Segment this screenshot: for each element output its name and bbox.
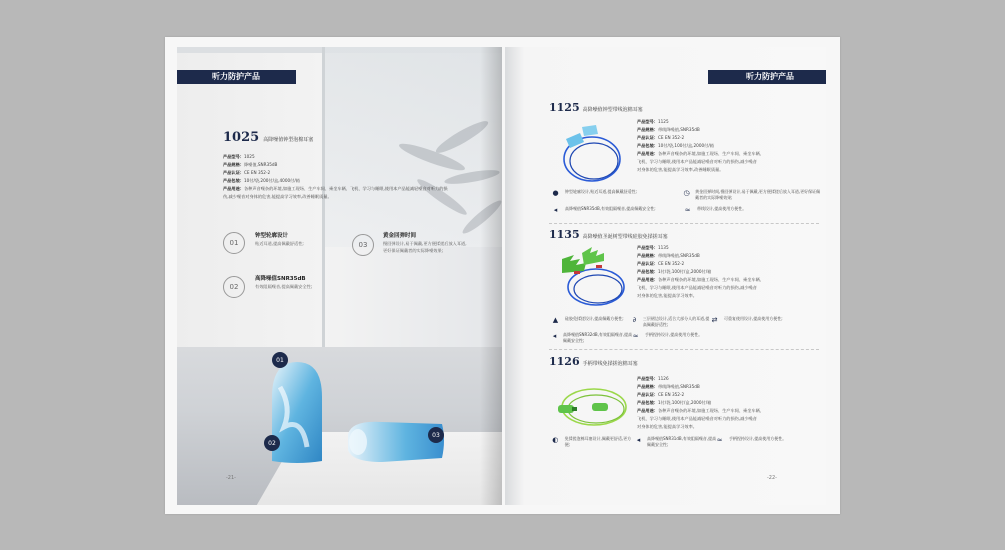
spec-line: 对身体的危害,能提高学习效率,改善睡眠质量。	[637, 167, 724, 172]
spec-line: 产品用途：各种声音噪杂的环境,如施工现场、生产车间、乘坐车辆、	[637, 408, 764, 413]
spec-line: 产品认证：CE EN 352-2	[637, 392, 685, 397]
feature-item: ● 钟型轮廓设计,贴近耳道,提高佩戴舒适性;	[552, 189, 637, 197]
model-number: 1125	[549, 101, 580, 114]
spec-line: 对身体的危害,能提高学习效率。	[637, 293, 697, 298]
spec-line: 飞机、学习与睡眠,使用本产品能减轻噪音对听力的损伤,减少噪音	[637, 416, 757, 421]
section-divider	[549, 349, 819, 350]
spec-line: 产品包装：1付/袋,100付/盒,2000付/箱	[637, 400, 712, 405]
right-page	[505, 47, 826, 505]
left-spec-list	[223, 153, 453, 201]
feature-item: ▲ 硅胶免揉搓设计,提高佩戴方便性;	[552, 316, 624, 324]
model-title: 高降噪值钟型带线泡棉耳塞	[582, 107, 643, 113]
noise-icon: ◂	[636, 436, 641, 444]
spec-line: 产品用途：各种声音噪杂的环境,如施工现场、生产车间、乘坐车辆、飞机、学习与睡眠,使用本产品能减轻噪音对听力的损伤,减少噪音对身体的危害,能提高学习效率,改善睡眠质量。	[223, 186, 448, 199]
noise-icon: ◂	[553, 206, 558, 214]
spine-shadow	[480, 47, 502, 505]
right-header-bar: 听力防护产品	[708, 70, 826, 84]
image-callout-badge: 02	[264, 435, 280, 451]
earplug-1135-image	[552, 241, 632, 311]
spec-line: 产品规格：降噪值,SNR35dB	[223, 162, 278, 167]
page-number: -21-	[226, 475, 236, 481]
model-number: 1135	[549, 228, 580, 241]
feature-title: 钟型轮廓设计	[255, 233, 289, 239]
model-number: 1025	[223, 130, 260, 145]
feature-item: ◂ 高降噪值SNR32dB,有效阻隔噪音,提高佩戴安全性;	[552, 332, 633, 343]
spec-line: 产品包装：1付/袋,100付/盒,2000付/箱	[637, 269, 712, 274]
feature-item: ∂ 三层褶边设计,适合大部分人的耳道,提高佩戴舒适性;	[632, 316, 710, 327]
earplug-icon: ●	[552, 189, 559, 197]
feature-item: ≈ 手柄捏持设计,提高使用方便性。	[632, 332, 703, 340]
spec-line: 产品规格：带线降噪值,SNR35dB	[637, 253, 700, 258]
spec-line: 产品用途：各种声音噪杂的环境,如施工现场、生产车间、乘坐车辆、	[637, 151, 764, 156]
feature-item: ◐ 免揉搓泡棉耳塞设计,佩戴更舒适,更方便;	[552, 436, 632, 447]
feature-item: ◂ 高降噪值SNR31dB,有效阻隔噪音,提高佩戴安全性;	[636, 436, 717, 447]
model-number: 1126	[549, 355, 580, 368]
feature-desc: 贴近耳道,提高佩戴舒适性;	[255, 241, 304, 246]
image-callout-badge: 01	[272, 352, 288, 368]
spec-line: 产品型号：1125	[637, 119, 669, 124]
cord-icon: ≈	[632, 332, 639, 340]
earplug-1126-image	[552, 369, 632, 439]
spec-list-1135	[637, 244, 817, 300]
spec-line: 产品认证：CE EN 352-2	[223, 170, 271, 175]
feature-desc: 有效阻隔噪音,提高佩戴安全性;	[255, 284, 313, 289]
spec-line: 飞机、学习与睡眠,使用本产品能减轻噪音对听力的损伤,减少噪音	[637, 159, 757, 164]
spec-list-1125	[637, 118, 817, 174]
feature-item: ◂ 高降噪值SNR35dB,有效阻隔噪音,提高佩戴安全性;	[551, 206, 671, 214]
spec-line: 飞机、学习与睡眠,使用本产品能减轻噪音对听力的损伤,减少噪音	[637, 285, 757, 290]
spec-line: 产品认证：CE EN 352-2	[637, 135, 685, 140]
earplug-1125-image	[552, 117, 632, 187]
product-heading-1125	[549, 101, 643, 114]
pointer-icon: ▲	[552, 316, 559, 324]
feature-number-circle: 03	[352, 234, 374, 256]
image-callout-badge: 03	[428, 427, 444, 443]
reuse-icon: ⇄	[711, 316, 718, 324]
clock-icon: ◷	[683, 189, 690, 197]
cord-icon: ≈	[684, 206, 691, 214]
earplug-icon: ◐	[552, 436, 559, 444]
feature-title: 高降噪值SNR35dB	[255, 276, 306, 282]
page-number: -22-	[767, 475, 777, 481]
left-product-heading	[223, 130, 313, 145]
feature-title: 黄金回弹时间	[383, 233, 417, 239]
left-page	[177, 47, 502, 505]
spec-line: 产品型号：1135	[637, 245, 669, 250]
feature-item: ≈ 带线设计,提高使用方便性。	[684, 206, 747, 214]
spec-list-1126	[637, 375, 817, 431]
model-title: 手柄带线免揉搓泡棉耳塞	[582, 361, 638, 367]
spec-line: 产品认证：CE EN 352-2	[637, 261, 685, 266]
feature-item: ◷ 黄金回弹时间,慢回弹设计,易于佩戴,更方便揉搓后放入耳道,更好保证佩戴者的实际降噪效果;	[683, 189, 821, 200]
spec-line: 产品型号：1025	[223, 154, 255, 159]
spec-line: 产品规格：带线降噪值,SNR35dB	[637, 127, 700, 132]
spec-line: 产品用途：各种声音噪杂的环境,如施工现场、生产车间、乘坐车辆、	[637, 277, 764, 282]
product-heading-1135	[549, 228, 668, 241]
product-heading-1126	[549, 355, 638, 368]
spec-line: 产品包装：10付/袋,100付/盒,2000付/箱	[637, 143, 714, 148]
cord-icon: ≈	[716, 436, 723, 444]
spec-line: 对身体的危害,能提高学习效率。	[637, 424, 697, 429]
spec-line: 产品型号：1126	[637, 376, 669, 381]
spec-line: 产品包装：10付/袋,200付/盒,4000付/箱	[223, 178, 300, 183]
feature-number-circle: 01	[223, 232, 245, 254]
noise-icon: ◂	[552, 332, 557, 340]
feature-item: ⇄ 可重复使用设计,提高使用方便性;	[711, 316, 783, 324]
model-title: 高降噪值钟型泡棉耳塞	[263, 137, 314, 143]
feature-desc: 慢回弹设计,易于佩戴,更方便揉搓后放入耳道,更好保证佩戴者的实际降噪效果;	[383, 241, 467, 253]
spec-line: 产品规格：带线降噪值,SNR35dB	[637, 384, 700, 389]
feature-number-circle: 02	[223, 276, 245, 298]
feature-item: ≈ 手柄捏持设计,提高使用方便性。	[716, 436, 787, 444]
model-title: 高降噪值圣诞树型带线硅胶免揉搓耳塞	[582, 234, 668, 240]
left-header-bar: 听力防护产品	[177, 70, 296, 84]
section-divider	[549, 223, 819, 224]
ear-icon: ∂	[632, 316, 637, 324]
